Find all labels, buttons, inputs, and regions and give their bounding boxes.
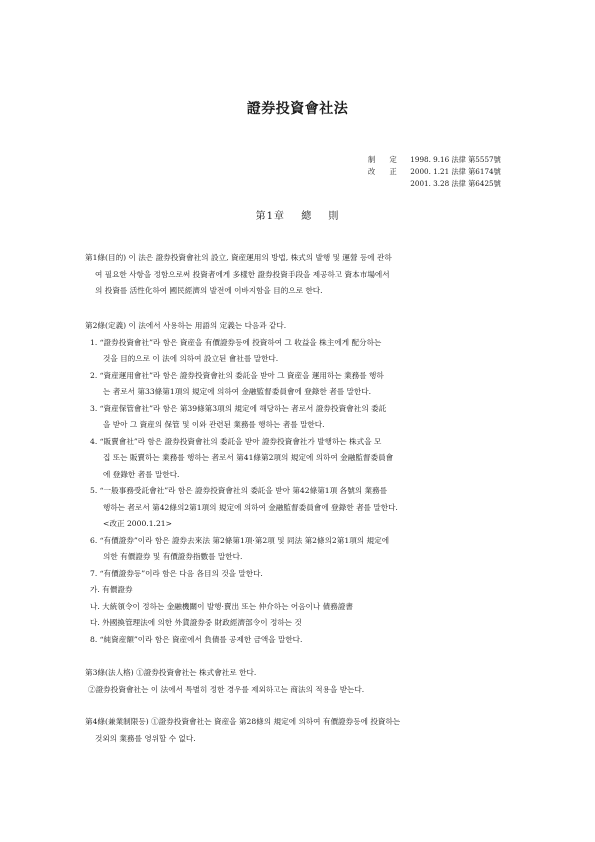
article-line: 第1條(目的) 이 法은 證券投資會社의 設立, 資産運用의 방법, 株式의 발행 및 運營 등에 관하 [85,253,392,262]
sub-item: 나. 大統領令이 정하는 金融機關이 발행·賣出 또는 仲介하는 어음이나 債務證書 [90,601,354,611]
definition-item [85,566,515,583]
item-line: 집 또는 販賣하는 業務를 행하는 者로서 第41條第2項의 規定에 의하여 金融監督委員會 [103,453,394,462]
article-4 [85,714,515,747]
item-line: <改正 2000.1.21> [103,519,172,528]
article-1 [85,250,515,300]
chapter-name-1: 總 [301,211,313,222]
history-row [368,154,501,166]
chapter-heading [0,207,595,222]
chapter-number: 第1章 [255,211,285,222]
article-2 [85,318,515,648]
sub-item: 다. 外國換管理法에 의한 外貨證券중 財政經濟部令이 정하는 것 [90,618,302,627]
item-line: 는 者로서 第33條第1項의 規定에 의하여 金融監督委員會에 登錄한 者를 말한다. [103,387,372,396]
item-line: 6. “有價證券”이라 함은 證券去來法 第2條第1項·第2項 및 同法 第2條의2第1項의 規定에 [90,535,390,545]
definition-item [85,401,515,434]
sub-item: 가. 有價證券 [90,585,133,594]
history-text: 2000. 1.21 法律 第6174號 [410,167,501,176]
item-line: 2. “資産運用會社”라 함은 證券投資會社의 委託을 받아 그 資産을 運用하는 業務를 행하 [90,370,384,380]
article-line: 第4條(兼業制限등) ①證券投資會社는 資産을 第28條의 規定에 의하여 有價證券등에 投資하는 [85,717,401,726]
item-line: 7. “有價證券등”이라 함은 다음 各目의 것을 말한다. [90,568,263,578]
history-text: 1998. 9.16 法律 第5557號 [410,155,501,164]
item-line: 5. “一般事務受託會社”라 함은 證券投資會社의 委託을 받아 第42條第1項 各號의 業務를 [90,486,388,495]
item-line: 것을 目的으로 이 法에 의하여 設立된 會社를 말한다. [103,354,279,363]
article-3 [85,665,515,698]
history-label: 制 定 [368,155,403,164]
article-line: 第3條(法人格) ①證券投資會社는 株式會社로 한다. [85,668,257,677]
item-line: 에 登錄한 者를 말한다. [103,469,180,479]
definition-item [85,533,515,566]
item-line: 을 받아 그 資産의 保管 및 이와 관련된 業務를 행하는 者를 말한다. [103,420,325,429]
article-line: 의 投資를 活性化하여 國民經濟의 발전에 이바지함을 目的으로 한다. [95,286,323,295]
chapter-name-2: 則 [328,211,340,222]
definition-item [85,483,515,533]
article-line: ②證券投資會社는 이 法에서 특별히 정한 경우를 제외하고는 商法의 적용을 받는다. [88,684,365,694]
item-line: 3. “資産保管會社”라 함은 第39條第3項의 規定에 해당하는 者로서 證券投資會社의 委託 [90,403,387,413]
definition-item [85,368,515,401]
definition-item [85,434,515,484]
item-line: 4. “販賣會社”라 함은 證券投資會社의 委託을 받아 證券投資會社가 발행하는 株式을 모 [90,436,382,446]
definition-item [85,632,515,649]
history-text: 2001. 3.28 法律 第6425號 [410,179,501,188]
item-line: 8. “純資産額”이라 함은 資産에서 負債를 공제한 금액을 말한다. [90,634,303,644]
document-title: 證券投資會社法 [246,101,349,117]
definition-item [85,335,515,368]
history-row [368,166,501,178]
article-line: 것외의 業務를 영위할 수 없다. [95,733,196,743]
article-heading: 第2條(定義) 이 法에서 사용하는 用語의 定義는 다음과 같다. [85,321,287,330]
history-label: 改 正 [368,167,403,176]
item-line: 1. “證券投資會社”라 함은 資産을 有價證券등에 投資하여 그 收益을 株主에게 配分하는 [90,337,382,347]
article-line: 여 필요한 사항을 정함으로써 投資者에게 多樣한 證券投資手段을 제공하고 資本市場에서 [95,269,390,279]
amendment-history [368,154,501,190]
history-row [368,178,501,190]
item-line: 행하는 者로서 第42條의2第1項의 規定에 의하여 金融監督委員會에 登錄한 者를 말한다. [103,502,398,512]
item-line: 의한 有價證券 및 有價證券指數를 말한다. [103,552,243,561]
